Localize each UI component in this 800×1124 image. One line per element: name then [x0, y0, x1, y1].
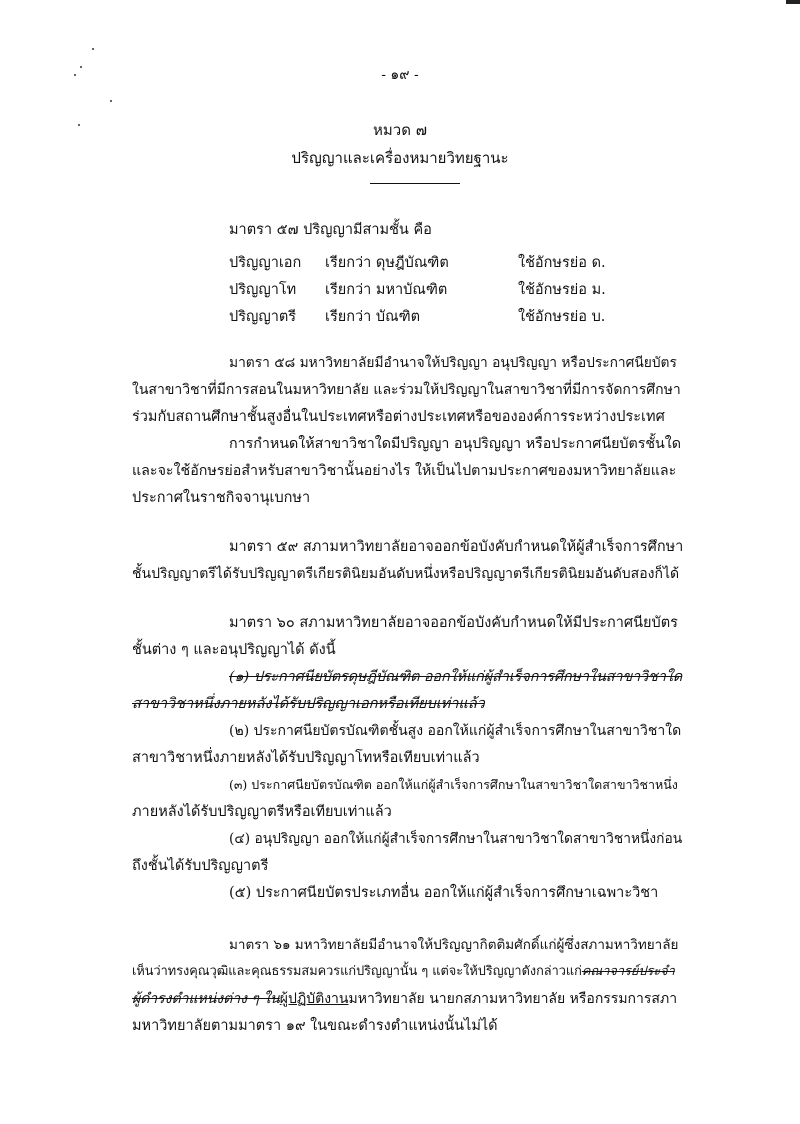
page-number: - ๑๙ - [381, 67, 419, 83]
s58-line-2: ในสาขาวิชาที่มีการสอนในมหาวิทยาลัย และร่วมให้ปริญญาในสาขาวิชาที่มีการจัดการศึกษา [132, 382, 681, 398]
s61-line-2-struck: คณาจารย์ประจำ [581, 964, 675, 979]
title-divider [370, 183, 460, 184]
s58-line-1: มาตรา ๕๘ มหาวิทยาลัยมีอำนาจให้ปริญญา อนุปริญญา หรือประกาศนียบัตร [229, 355, 677, 371]
s61-line-2-text: เห็นว่าทรงคุณวุฒิและคุณธรรมสมควรแก่ปริญญานั้น ๆ แต่จะให้ปริญญาดังกล่าวแก่ [132, 964, 582, 979]
s60-item-4a: (๔) อนุปริญญา ออกให้แก่ผู้สำเร็จการศึกษาในสาขาวิชาใดสาขาวิชาหนึ่งก่อน [229, 831, 683, 847]
s61-line-3-text: มหาวิทยาลัย นายกสภามหาวิทยาลัย หรือกรรมการสภา [348, 991, 678, 1007]
s59-line-1: มาตรา ๕๙ สภามหาวิทยาลัยอาจออกข้อบังคับกำหนดให้ผู้สำเร็จการศึกษา [229, 539, 684, 555]
s61-line-2 [132, 962, 675, 982]
s60-item-3b: ภายหลังได้รับปริญญาตรีหรือเทียบเท่าแล้ว [132, 804, 392, 820]
degree-name: เรียกว่า มหาบัณฑิต [325, 282, 448, 298]
s61-line-3-underlined: ผู้ปฏิบัติงาน [279, 991, 349, 1007]
degree-abbr: ใช้อักษรย่อ ด. [518, 255, 606, 271]
s59-line-2: ชั้นปริญญาตรีได้รับปริญญาตรีเกียรตินิยมอันดับหนึ่งหรือปริญญาตรีเกียรตินิยมอันดับสองก็ได้ [132, 566, 680, 582]
scan-edge-mark [786, 0, 800, 4]
s58-line-6: ประกาศในราชกิจจานุเบกษา [132, 490, 311, 506]
s60-item-2a: (๒) ประกาศนียบัตรบัณฑิตชั้นสูง ออกให้แก่ผู้สำเร็จการศึกษาในสาขาวิชาใด [229, 723, 682, 739]
s60-item-1a-struck: (๑) ประกาศนียบัตรดุษฎีบัณฑิต ออกให้แก่ผู้สำเร็จการศึกษาในสาขาวิชาใด [229, 669, 683, 685]
s61-line-4: มหาวิทยาลัยตามมาตรา ๑๙ ในขณะดำรงตำแหน่งนั้นไม่ได้ [132, 1018, 498, 1034]
degree-name: เรียกว่า ดุษฎีบัณฑิต [325, 255, 449, 271]
degree-level: ปริญญาตรี [229, 309, 297, 325]
s60-item-4b: ถึงชั้นได้รับปริญญาตรี [132, 858, 269, 874]
degree-level: ปริญญาโท [229, 282, 297, 298]
s60-line-2: ชั้นต่าง ๆ และอนุปริญญาได้ ดังนี้ [132, 642, 336, 658]
s60-line-1: มาตรา ๖๐ สภามหาวิทยาลัยอาจออกข้อบังคับกำหนดให้มีประกาศนียบัตร [229, 615, 678, 631]
s58-line-3: ร่วมกับสถานศึกษาชั้นสูงอื่นในประเทศหรือต่างประเทศหรือขององค์การระหว่างประเทศ [132, 409, 665, 425]
chapter-title: ปริญญาและเครื่องหมายวิทยฐานะ [291, 149, 509, 167]
degree-name: เรียกว่า บัณฑิต [325, 309, 421, 325]
chapter-heading: หมวด ๗ [373, 121, 427, 139]
s61-line-3 [132, 989, 677, 1009]
s60-item-2b: สาขาวิชาหนึ่งภายหลังได้รับปริญญาโทหรือเทียบเท่าแล้ว [132, 750, 480, 766]
s58-line-4: การกำหนดให้สาขาวิชาใดมีปริญญา อนุปริญญา หรือประกาศนียบัตรชั้นใด [229, 436, 682, 452]
s60-item-3a: (๓) ประกาศนียบัตรบัณฑิต ออกให้แก่ผู้สำเร็จการศึกษาในสาขาวิชาใดสาขาวิชาหนึ่ง [229, 777, 678, 792]
scan-speck [92, 48, 94, 50]
degree-abbr: ใช้อักษรย่อ บ. [518, 309, 606, 325]
degree-level: ปริญญาเอก [229, 255, 302, 271]
s60-item-5: (๕) ประกาศนียบัตรประเภทอื่น ออกให้แก่ผู้สำเร็จการศึกษาเฉพาะวิชา [229, 885, 659, 901]
s61-line-1: มาตรา ๖๑ มหาวิทยาลัยมีอำนาจให้ปริญญากิตติมศักดิ์แก่ผู้ซึ่งสภามหาวิทยาลัย [229, 937, 679, 953]
s61-line-3-struck: ผู้ดำรงตำแหน่งต่าง ๆ ใน [132, 991, 280, 1007]
s57-heading: มาตรา ๕๗ ปริญญามีสามชั้น คือ [229, 222, 432, 238]
s58-line-5: และจะใช้อักษรย่อสำหรับสาขาวิชานั้นอย่างไร ให้เป็นไปตามประกาศของมหาวิทยาลัยและ [132, 463, 677, 479]
s60-item-1b-struck: สาขาวิชาหนึ่งภายหลังได้รับปริญญาเอกหรือเทียบเท่าแล้ว [132, 696, 485, 712]
scan-speck [110, 100, 112, 102]
degree-abbr: ใช้อักษรย่อ ม. [518, 282, 606, 298]
